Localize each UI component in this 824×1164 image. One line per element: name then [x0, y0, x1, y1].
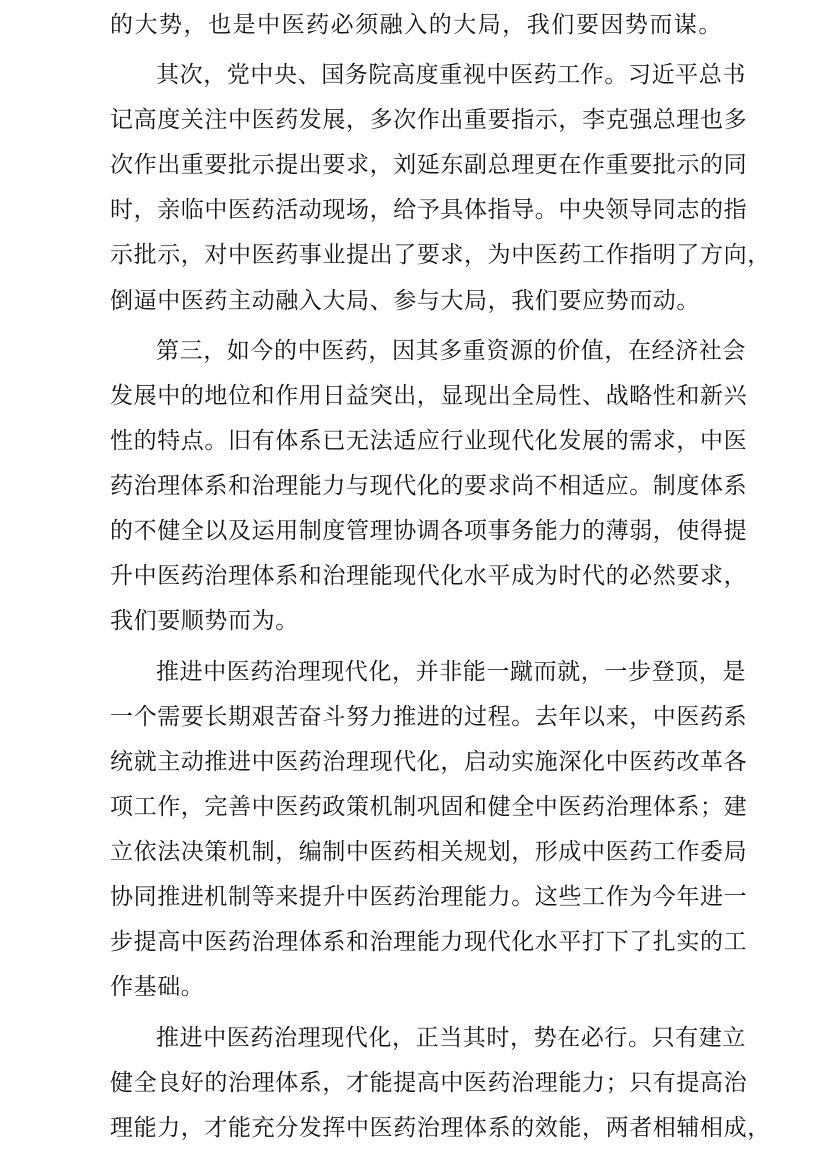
text-line: 升中医药治理体系和治理能现代化水平成为时代的必然要求，: [110, 563, 748, 589]
text-line: 协同推进机制等来提升中医药治理能力。这些工作为今年进一: [110, 884, 748, 910]
text-line: 发展中的地位和作用日益突出，显现出全局性、战略性和新兴: [110, 383, 748, 409]
text-line: 一个需要长期艰苦奋斗努力推进的过程。去年以来，中医药系: [110, 704, 748, 730]
text-line: 统就主动推进中医药治理现代化，启动实施深化中医药改革各: [110, 749, 748, 775]
paragraph-first-line: 推进中医药治理现代化，并非能一蹴而就，一步登顶，是: [156, 659, 746, 685]
text-line: 次作出重要批示提出要求，刘延东副总理更在作重要批示的同: [110, 152, 748, 178]
text-line: 时，亲临中医药活动现场，给予具体指导。中央领导同志的指: [110, 197, 748, 223]
text-line: 示批示，对中医药事业提出了要求，为中医药工作指明了方向，: [110, 242, 771, 268]
text-line: 的不健全以及运用制度管理协调各项事务能力的薄弱，使得提: [110, 518, 748, 544]
text-line: 理能力，才能充分发挥中医药治理体系的效能，两者相辅相成，: [110, 1115, 771, 1141]
text-line: 我们要顺势而为。: [110, 608, 299, 634]
paragraph-first-line: 推进中医药治理现代化，正当其时，势在必行。只有建立: [156, 1025, 746, 1051]
paragraph-first-line: 其次，党中央、国务院高度重视中医药工作。习近平总书: [156, 62, 746, 88]
text-line: 倒逼中医药主动融入大局、参与大局，我们要应势而动。: [110, 288, 700, 314]
text-line: 项工作，完善中医药政策机制巩固和健全中医药治理体系；建: [110, 794, 748, 820]
text-line: 药治理体系和治理能力与现代化的要求尚不相适应。制度体系: [110, 473, 748, 499]
text-line: 作基础。: [110, 974, 205, 1000]
text-line: 健全良好的治理体系，才能提高中医药治理能力；只有提高治: [110, 1070, 748, 1096]
paragraph-first-line: 第三，如今的中医药，因其多重资源的价值，在经济社会: [156, 338, 746, 364]
text-line: 的大势，也是中医药必须融入的大局，我们要因势而谋。: [110, 12, 722, 38]
text-line: 立依法决策机制，编制中医药相关规划，形成中医药工作委局: [110, 839, 748, 865]
text-line: 性的特点。旧有体系已无法适应行业现代化发展的需求，中医: [110, 428, 748, 454]
text-line: 步提高中医药治理体系和治理能力现代化水平打下了扎实的工: [110, 929, 748, 955]
text-line: 记高度关注中医药发展，多次作出重要指示，李克强总理也多: [110, 107, 748, 133]
